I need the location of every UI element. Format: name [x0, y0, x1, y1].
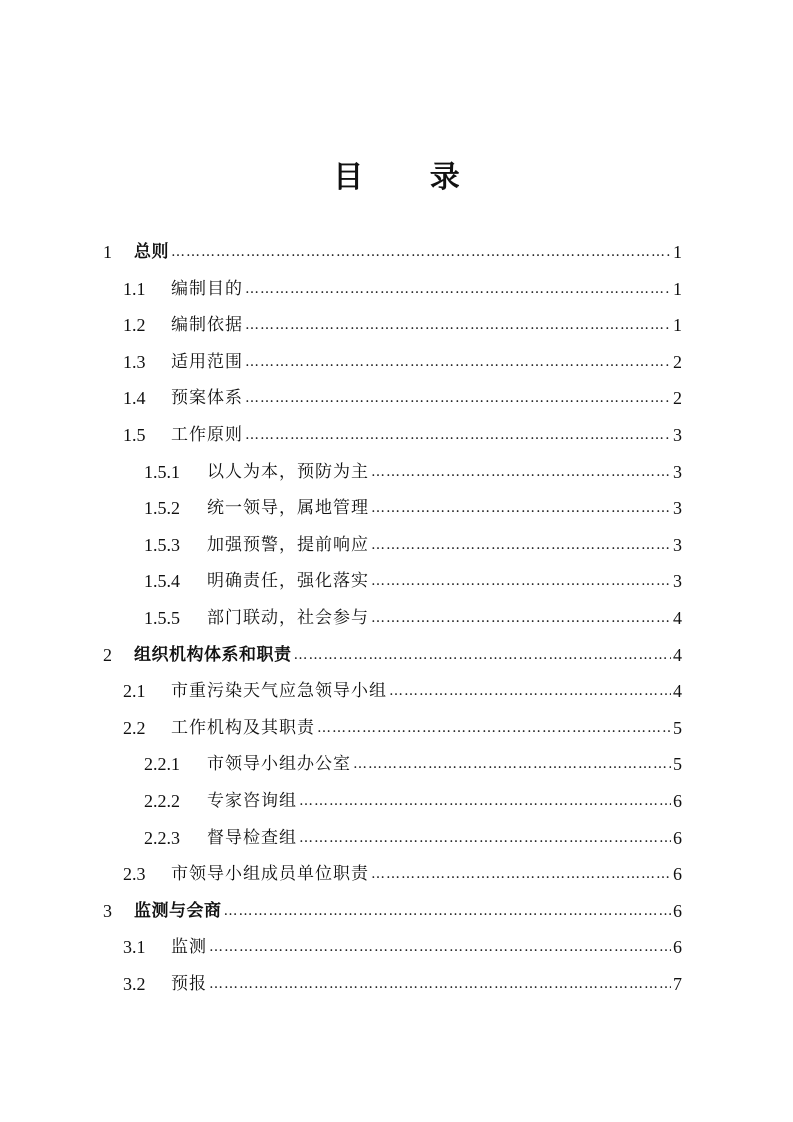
toc-entry-title: 监测	[171, 937, 207, 958]
toc-entry[interactable]	[123, 417, 682, 453]
toc-entry-page-number: 4	[673, 681, 682, 702]
toc-entry[interactable]	[123, 307, 682, 343]
toc-entry-title: 编制依据	[171, 315, 243, 336]
toc-entry[interactable]	[123, 710, 682, 746]
toc-entry-number: 1.5.3	[144, 534, 180, 555]
toc-entry[interactable]	[123, 673, 682, 709]
toc-entry[interactable]	[144, 746, 682, 782]
toc-entry-number: 3.2	[123, 974, 146, 994]
page-title: 目 录	[333, 160, 488, 195]
dot-leader	[371, 454, 671, 490]
toc-entry-number: 1.4	[123, 388, 146, 409]
toc-entry[interactable]	[123, 966, 682, 1002]
toc-entry-number: 1	[103, 242, 112, 262]
toc-entry-number: 2.1	[123, 681, 146, 702]
toc-entry-number: 1.1	[123, 278, 146, 299]
toc-entry-page-number: 3	[673, 534, 682, 555]
toc-entry-page-number: 5	[673, 754, 682, 775]
toc-entry-page-number: 3	[673, 425, 682, 445]
toc-entry-title: 市领导小组办公室	[207, 754, 351, 775]
dot-leader	[371, 856, 671, 892]
toc-entry-title: 以人为本，预防为主	[207, 461, 369, 482]
toc-entry-number: 1.5.2	[144, 498, 180, 519]
toc-entry[interactable]	[123, 929, 682, 965]
toc-entry-title: 市领导小组成员单位职责	[171, 864, 369, 885]
toc-entry-number: 3	[103, 900, 112, 921]
toc-entry[interactable]	[144, 783, 682, 819]
toc-entry-page-number: 7	[673, 974, 682, 994]
toc-entry-page-number: 1	[673, 278, 682, 299]
toc-entry-number: 1.2	[123, 315, 146, 336]
toc-entry-title: 督导检查组	[207, 827, 297, 848]
toc-entry[interactable]	[123, 344, 682, 380]
toc-entry-number: 2	[103, 644, 112, 665]
toc-entry-number: 2.2.2	[144, 791, 180, 811]
toc-entry-title: 适用范围	[171, 351, 243, 372]
toc-entry-page-number: 3	[673, 571, 682, 592]
dot-leader	[245, 271, 671, 307]
toc-entry[interactable]	[144, 563, 682, 599]
toc-entry[interactable]	[144, 527, 682, 563]
toc-entry[interactable]	[103, 637, 682, 673]
toc-entry-page-number: 1	[673, 242, 682, 262]
dot-leader	[245, 380, 671, 416]
toc-entry-page-number: 3	[673, 461, 682, 482]
dot-leader	[224, 893, 672, 929]
dot-leader	[299, 783, 671, 819]
dot-leader	[245, 344, 671, 380]
toc-entry-page-number: 6	[673, 864, 682, 885]
dot-leader	[209, 929, 671, 965]
dot-leader	[245, 307, 671, 343]
toc-entry-title: 工作机构及其职责	[171, 717, 315, 738]
toc-entry-title: 组织机构体系和职责	[134, 644, 292, 665]
toc-entry-page-number: 2	[673, 388, 682, 409]
dot-leader	[371, 490, 671, 526]
toc-entry-page-number: 3	[673, 498, 682, 519]
toc-entry-title: 部门联动，社会参与	[207, 608, 369, 628]
toc-entry[interactable]	[123, 380, 682, 416]
toc-entry-number: 3.1	[123, 937, 146, 958]
toc-entry[interactable]	[123, 856, 682, 892]
toc-entry-page-number: 6	[673, 791, 682, 811]
toc-entry-title: 工作原则	[171, 425, 243, 445]
toc-entry-page-number: 4	[673, 644, 682, 665]
toc-entry-title: 总则	[134, 242, 169, 262]
toc-entry-number: 2.2	[123, 717, 146, 738]
toc-entry-number: 2.2.1	[144, 754, 180, 775]
toc-entry-page-number: 4	[673, 608, 682, 628]
toc-entry[interactable]	[103, 893, 682, 929]
toc-entry-page-number: 6	[673, 827, 682, 848]
toc-entry-number: 1.3	[123, 351, 146, 372]
toc-entry-title: 监测与会商	[134, 900, 222, 921]
toc-entry-number: 1.5.5	[144, 608, 180, 628]
toc-entry-page-number: 2	[673, 351, 682, 372]
dot-leader	[371, 527, 671, 563]
dot-leader	[171, 234, 671, 270]
toc-entry-title: 专家咨询组	[207, 791, 297, 811]
toc-entry-page-number: 1	[673, 315, 682, 336]
toc-entry-title: 统一领导，属地管理	[207, 498, 369, 519]
toc-entry-number: 2.3	[123, 864, 146, 885]
dot-leader	[353, 746, 671, 782]
dot-leader	[294, 637, 672, 673]
toc-entry-title: 明确责任，强化落实	[207, 571, 369, 592]
toc-entry-title: 加强预警，提前响应	[207, 534, 369, 555]
dot-leader	[371, 600, 671, 636]
dot-leader	[245, 417, 671, 453]
toc-entry-number: 1.5	[123, 425, 146, 445]
dot-leader	[209, 966, 671, 1002]
dot-leader	[389, 673, 671, 709]
toc-entry-page-number: 5	[673, 717, 682, 738]
toc-entry[interactable]	[144, 454, 682, 490]
toc-entry[interactable]	[103, 234, 682, 270]
toc-entry[interactable]	[144, 820, 682, 856]
dot-leader	[317, 710, 671, 746]
dot-leader	[371, 563, 671, 599]
toc-entry-title: 预报	[171, 974, 207, 994]
toc-entry[interactable]	[144, 600, 682, 636]
toc-entry-page-number: 6	[673, 900, 682, 921]
toc-entry[interactable]	[144, 490, 682, 526]
toc-entry-number: 1.5.1	[144, 461, 180, 482]
toc-entry-page-number: 6	[673, 937, 682, 958]
toc-entry-title: 市重污染天气应急领导小组	[171, 681, 387, 702]
toc-entry-title: 编制目的	[171, 278, 243, 299]
toc-entry[interactable]	[123, 271, 682, 307]
toc-entry-number: 1.5.4	[144, 571, 180, 592]
toc-entry-number: 2.2.3	[144, 827, 180, 848]
toc-entry-title: 预案体系	[171, 388, 243, 409]
dot-leader	[299, 820, 671, 856]
